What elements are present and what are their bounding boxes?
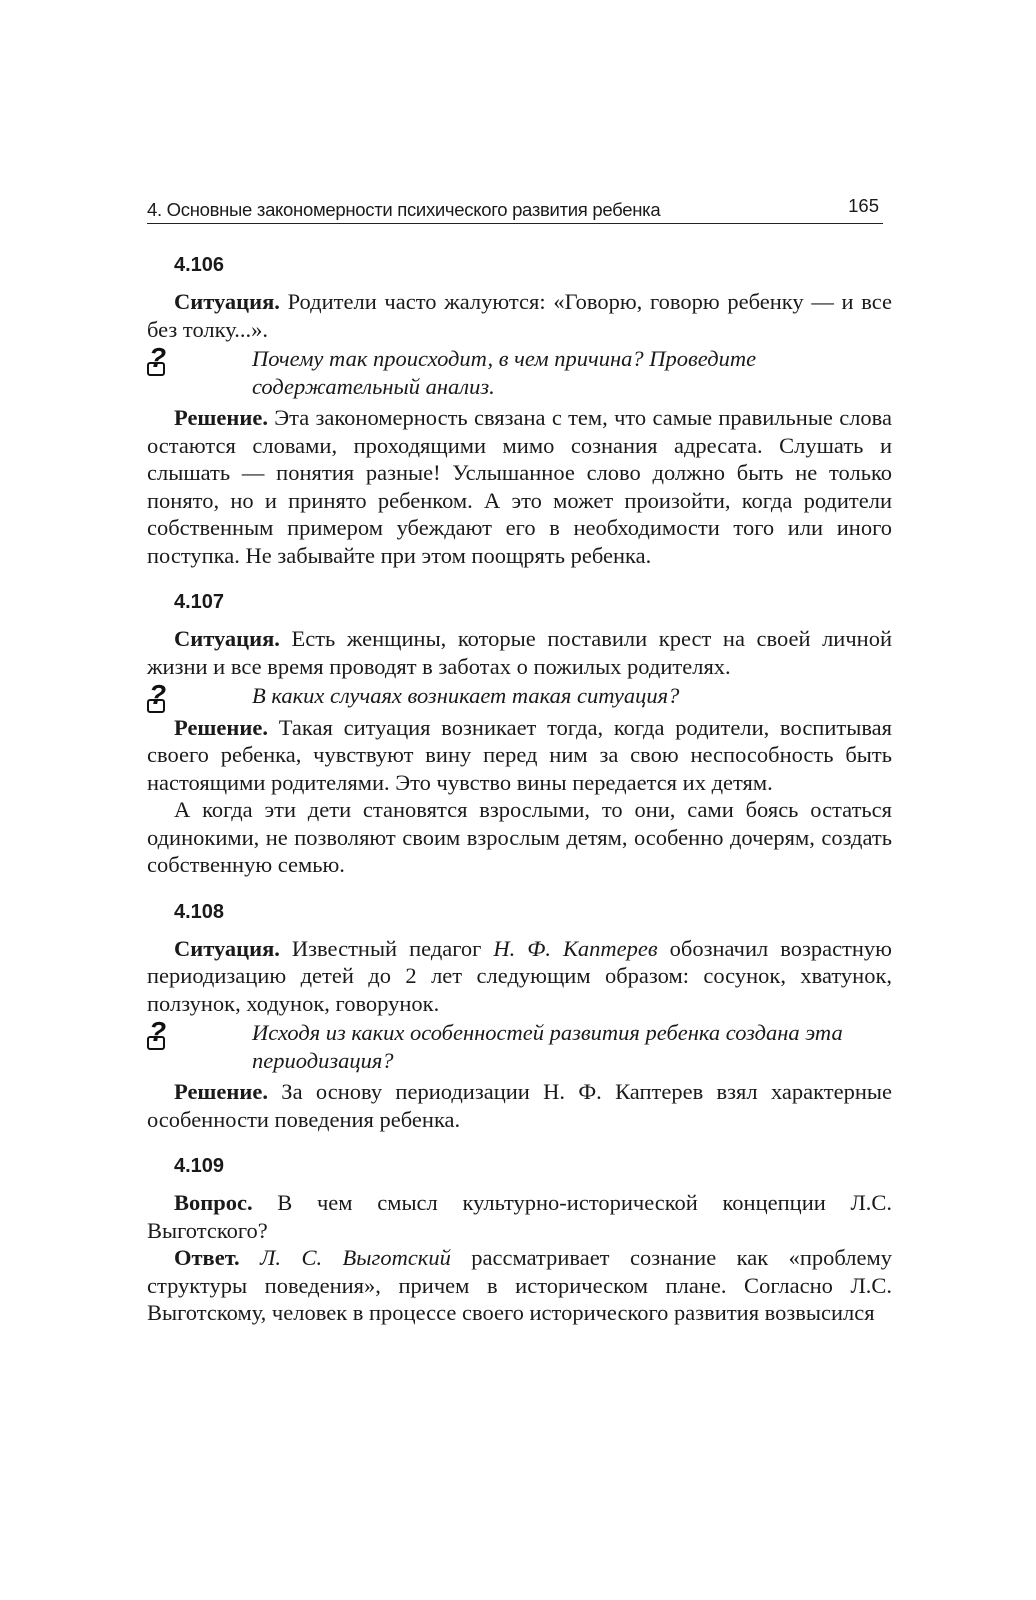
situation-paragraph [147, 625, 892, 680]
solution-text: За основу периодизации Н. Ф. Каптерев взял характерные особенности поведения ребенка. [147, 1079, 892, 1132]
answer-paragraph [147, 1244, 892, 1327]
solution-label: Решение. [174, 1079, 268, 1104]
question-paragraph [147, 1189, 892, 1244]
solution-paragraph [147, 1078, 892, 1133]
question-text: В чем смысл культурно-исторической концепции Л.С. Выготского? [147, 1190, 892, 1243]
situation-text: Есть женщины, которые поставили крест на своей личной жизни и все время проводят в заботах о пожилых родителях. [147, 626, 892, 679]
question-block [147, 1019, 892, 1074]
situation-paragraph [147, 935, 892, 1018]
question-block [147, 682, 892, 710]
exercise-4-106 [147, 250, 892, 569]
answer-text: рассматривает сознание как «проблему структуры поведения», причем в историческом плане. Согласно Л.С. Выготскому, человек в процессе своего исторического развития возвысился [147, 1245, 892, 1325]
question-lock-icon [147, 343, 171, 377]
running-header [147, 197, 883, 224]
solution-label: Решение. [174, 405, 268, 430]
solution-label: Решение. [174, 714, 268, 740]
svg-text:?: ? [149, 680, 167, 710]
question-block [147, 345, 892, 400]
page-number: 165 [848, 195, 879, 216]
chapter-title: 4. Основные закономерности психического развития ребенка [147, 199, 661, 220]
situation-text-pre: Известный педагог [279, 935, 494, 961]
exercise-number: 4.106 [174, 254, 225, 276]
question-text: Исходя из каких особенностей развития ребенка создана эта периодизация? [252, 1020, 843, 1073]
question-lock-icon [147, 1017, 171, 1051]
exercise-number: 4.108 [174, 900, 225, 923]
question-lock-icon [147, 680, 171, 714]
exercise-4-109 [147, 1151, 892, 1327]
author-name: Л. С. Выготский [239, 1245, 451, 1270]
page-body [147, 250, 892, 1345]
exercise-number: 4.109 [174, 1155, 225, 1177]
exercise-4-107 [147, 587, 892, 879]
question-text: В каких случаях возникает такая ситуация? [252, 683, 680, 708]
situation-paragraph [147, 288, 892, 343]
situation-label: Ситуация. [174, 289, 280, 314]
solution-text: Такая ситуация возникает тогда, когда родители, воспитывая своего ребенка, чувствуют вину перед ним за свою неспособность быть настоящими родителями. Это чувство вины передается их детям. [147, 714, 892, 795]
situation-label: Ситуация. [174, 935, 280, 961]
situation-text: Родители часто жалуются: «Говорю, говорю ребенку — и все без толку...». [147, 289, 892, 342]
situation-label: Ситуация. [174, 626, 280, 651]
svg-text:?: ? [149, 1017, 167, 1047]
author-name: Н. Ф. Каптерев [493, 935, 658, 961]
answer-label: Ответ. [174, 1245, 240, 1270]
solution-paragraph [147, 404, 892, 569]
svg-text:?: ? [149, 343, 167, 373]
continuation-paragraph: А когда эти дети становятся взрослыми, то они, сами боясь остаться одинокими, не позволяют своим взрослым детям, особенно дочерям, создать собственную семью. [147, 797, 892, 877]
question-text: Почему так происходит, в чем причина? Проведите содержательный анализ. [252, 346, 757, 399]
solution-paragraph [147, 714, 892, 797]
situation-text-post: обозначил возрастную периодизацию детей до 2 лет следующим образом: сосунок, хватунок, ползунок, ходунок, говорунок. [147, 935, 892, 1016]
exercise-number: 4.107 [174, 591, 225, 613]
exercise-4-108 [147, 897, 892, 1134]
solution-text: Эта закономерность связана с тем, что самые правильные слова остаются словами, проходящими мимо сознания адресата. Слушать и слышать — понятия разные! Услышанное слово должно быть не только понято, но и принято ребенком. А это может произойти, когда родители собственным примером убеждают его в необходимости того или иного поступка. Не забывайте при этом поощрять ребенка. [147, 405, 892, 568]
question-label: Вопрос. [174, 1190, 253, 1215]
